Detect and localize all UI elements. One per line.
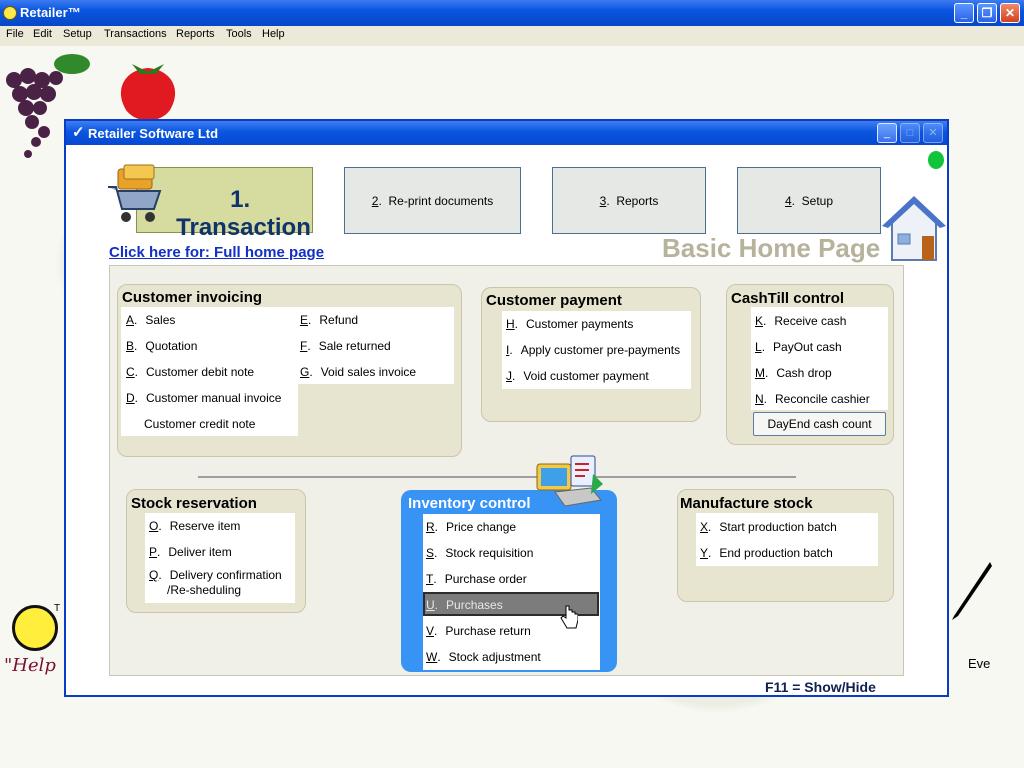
reports-button[interactable]: 3. Reports (552, 167, 706, 234)
home-minimize-button[interactable]: _ (877, 123, 897, 143)
home-close-button[interactable]: ✕ (923, 123, 943, 143)
label-quotation: Quotation (145, 339, 198, 353)
basic-home-page-title: Basic Home Page (662, 233, 881, 263)
computer-clipboard-icon (535, 454, 605, 512)
menu-setup[interactable]: Setup (63, 28, 92, 40)
f11-show-hide-hint: F11 = Show/Hide (765, 679, 876, 695)
manufacture-stock-title: Manufacture stock (680, 495, 813, 512)
menu-file[interactable]: File (6, 28, 24, 40)
reprint-key: 2 (371, 194, 379, 208)
label-purchases: Purchases (446, 598, 503, 612)
menu-item-payout-cash[interactable]: L. PayOut cash (755, 340, 842, 354)
app-icon (3, 6, 17, 20)
home-window-title: Retailer Software Ltd (88, 126, 219, 141)
key-r: R (426, 520, 435, 534)
key-m: M (755, 366, 765, 380)
inventory-control-title: Inventory control (408, 495, 531, 512)
cashtill-control-title: CashTill control (731, 290, 845, 307)
key-c: C (126, 365, 135, 379)
home-window-title-bar (66, 121, 947, 145)
home-maximize-button[interactable]: □ (900, 123, 920, 143)
check-icon: ✓ (72, 124, 85, 141)
menu-item-customer-debit-note[interactable]: C. Customer debit note (126, 365, 255, 379)
menu-reports[interactable]: Reports (176, 28, 215, 40)
full-home-page-link[interactable]: Click here for: Full home page (109, 244, 325, 261)
transaction-label: Transaction (176, 214, 311, 241)
key-l: L (755, 340, 762, 354)
setup-key: 4 (784, 194, 792, 208)
label-sales: Sales (145, 313, 176, 327)
key-y: Y (700, 546, 709, 560)
menu-help[interactable]: Help (262, 28, 285, 40)
label-purchase-return: Purchase return (445, 624, 531, 638)
key-a: A (126, 313, 135, 327)
menu-item-deliver-item[interactable]: P. Deliver item (149, 545, 232, 559)
label-cash-drop: Cash drop (776, 366, 832, 380)
key-i: I (506, 343, 510, 357)
menu-item-purchase-order[interactable]: T. Purchase order (426, 572, 527, 586)
menu-item-start-production-batch[interactable]: X. Start production batch (700, 520, 837, 534)
label-sale-returned: Sale returned (318, 339, 391, 353)
app-title-bar (0, 0, 1024, 26)
key-d: D (126, 391, 135, 405)
key-h: H (506, 317, 515, 331)
menu-item-customer-manual-invoice[interactable]: D. Customer manual invoice (126, 391, 282, 405)
pen-icon (950, 560, 994, 622)
restore-button[interactable]: ❐ (977, 3, 997, 23)
menu-tools[interactable]: Tools (226, 28, 252, 40)
house-icon (882, 190, 946, 264)
menu-item-stock-adjustment[interactable]: W. Stock adjustment (426, 650, 541, 664)
key-x: X (700, 520, 709, 534)
key-n: N (755, 392, 764, 406)
label-stock-adjustment: Stock adjustment (448, 650, 541, 664)
menu-item-delivery-confirmation[interactable]: Q. Delivery confirmation (149, 568, 282, 582)
label-customer-manual-invoice: Customer manual invoice (146, 391, 282, 405)
stock-reservation-title: Stock reservation (131, 495, 257, 512)
key-g: G (300, 365, 310, 379)
menu-item-purchases[interactable]: U. Purchases (426, 598, 503, 612)
label-receive-cash: Receive cash (774, 314, 847, 328)
menu-item-receive-cash[interactable]: K. Receive cash (755, 314, 847, 328)
menu-item-apply-customer-pre-payments[interactable]: I. Apply customer pre-payments (506, 343, 681, 357)
key-t: T (426, 572, 434, 586)
menu-item-end-production-batch[interactable]: Y. End production batch (700, 546, 833, 560)
close-button[interactable]: ✕ (1000, 3, 1020, 23)
key-u: U (426, 598, 435, 612)
menu-item-void-sales-invoice[interactable]: G. Void sales invoice (300, 365, 417, 379)
label-refund: Refund (319, 313, 359, 327)
menu-bar (0, 26, 1024, 47)
minimize-button[interactable]: _ (954, 3, 974, 23)
label-void-sales-invoice: Void sales invoice (320, 365, 417, 379)
customer-payment-title: Customer payment (486, 292, 622, 309)
strawberry-decoration (112, 60, 184, 124)
key-q: Q (149, 568, 159, 582)
help-signature: "Help (4, 655, 56, 676)
app-title: Retailer™ (20, 5, 81, 20)
divider-line (198, 476, 796, 478)
label-deliver-item: Deliver item (168, 545, 232, 559)
label-customer-debit-note: Customer debit note (146, 365, 255, 379)
transaction-key: 1. (230, 186, 251, 213)
menu-item-stock-requisition[interactable]: S. Stock requisition (426, 546, 534, 560)
label-end-production-batch: End production batch (719, 546, 833, 560)
key-s: S (426, 546, 435, 560)
menu-item-reserve-item[interactable]: O. Reserve item (149, 519, 241, 533)
label-re-sheduling: /Re-sheduling (167, 583, 242, 597)
menu-edit[interactable]: Edit (33, 28, 52, 40)
label-reserve-item: Reserve item (169, 519, 241, 533)
key-p: P (149, 545, 158, 559)
label-purchase-order: Purchase order (444, 572, 527, 586)
label-stock-requisition: Stock requisition (445, 546, 534, 560)
label-start-production-batch: Start production batch (719, 520, 837, 534)
label-price-change: Price change (446, 520, 517, 534)
key-o: O (149, 519, 159, 533)
hand-cursor-icon (560, 604, 578, 630)
dayend-cash-count-button[interactable]: DayEnd cash count (753, 412, 886, 436)
menu-transactions[interactable]: Transactions (104, 28, 167, 40)
key-v: V (426, 624, 435, 638)
menu-item-purchase-return[interactable]: V. Purchase return (426, 624, 531, 638)
key-f: F (300, 339, 308, 353)
menu-item-void-customer-payment[interactable]: J. Void customer payment (506, 369, 649, 383)
reprint-label: Re-print documents (388, 194, 494, 208)
label-customer-payments: Customer payments (526, 317, 634, 331)
label-reconcile-cashier: Reconcile cashier (775, 392, 870, 406)
label-void-customer-payment: Void customer payment (523, 369, 649, 383)
key-e: E (300, 313, 309, 327)
menu-item-refund[interactable]: E. Refund (300, 313, 359, 327)
menu-item-reconcile-cashier[interactable]: N. Reconcile cashier (755, 392, 870, 406)
shopping-cart-icon (104, 163, 166, 225)
desktop-t-mark: T (54, 603, 61, 614)
status-indicator-icon (928, 151, 944, 169)
label-customer-credit-note: Customer credit note (144, 417, 256, 431)
reports-key: 3 (599, 194, 607, 208)
key-k: K (755, 314, 764, 328)
key-j: J (506, 369, 512, 383)
setup-button[interactable]: 4. Setup (737, 167, 881, 234)
key-w: W (426, 650, 438, 664)
customer-invoicing-title: Customer invoicing (122, 289, 263, 306)
menu-item-sales[interactable]: A. Sales (126, 313, 176, 327)
menu-item-cash-drop[interactable]: M. Cash drop (755, 366, 832, 380)
menu-item-customer-credit-note[interactable] (144, 417, 255, 431)
menu-item-customer-payments[interactable]: H. Customer payments (506, 317, 634, 331)
key-b: B (126, 339, 135, 353)
moon-icon (12, 603, 61, 651)
menu-item-quotation[interactable]: B. Quotation (126, 339, 198, 353)
reports-label: Reports (616, 194, 659, 208)
menu-item-price-change[interactable]: R. Price change (426, 520, 517, 534)
eve-label: Eve (968, 656, 991, 671)
setup-label: Setup (801, 194, 834, 208)
label-payout-cash: PayOut cash (773, 340, 842, 354)
label-delivery-confirmation: Delivery confirmation (169, 568, 282, 582)
menu-item-sale-returned[interactable]: F. Sale returned (300, 339, 391, 353)
reprint-documents-button[interactable]: 2. Re-print documents (344, 167, 521, 234)
label-apply-customer-pre-payments: Apply customer pre-payments (520, 343, 681, 357)
